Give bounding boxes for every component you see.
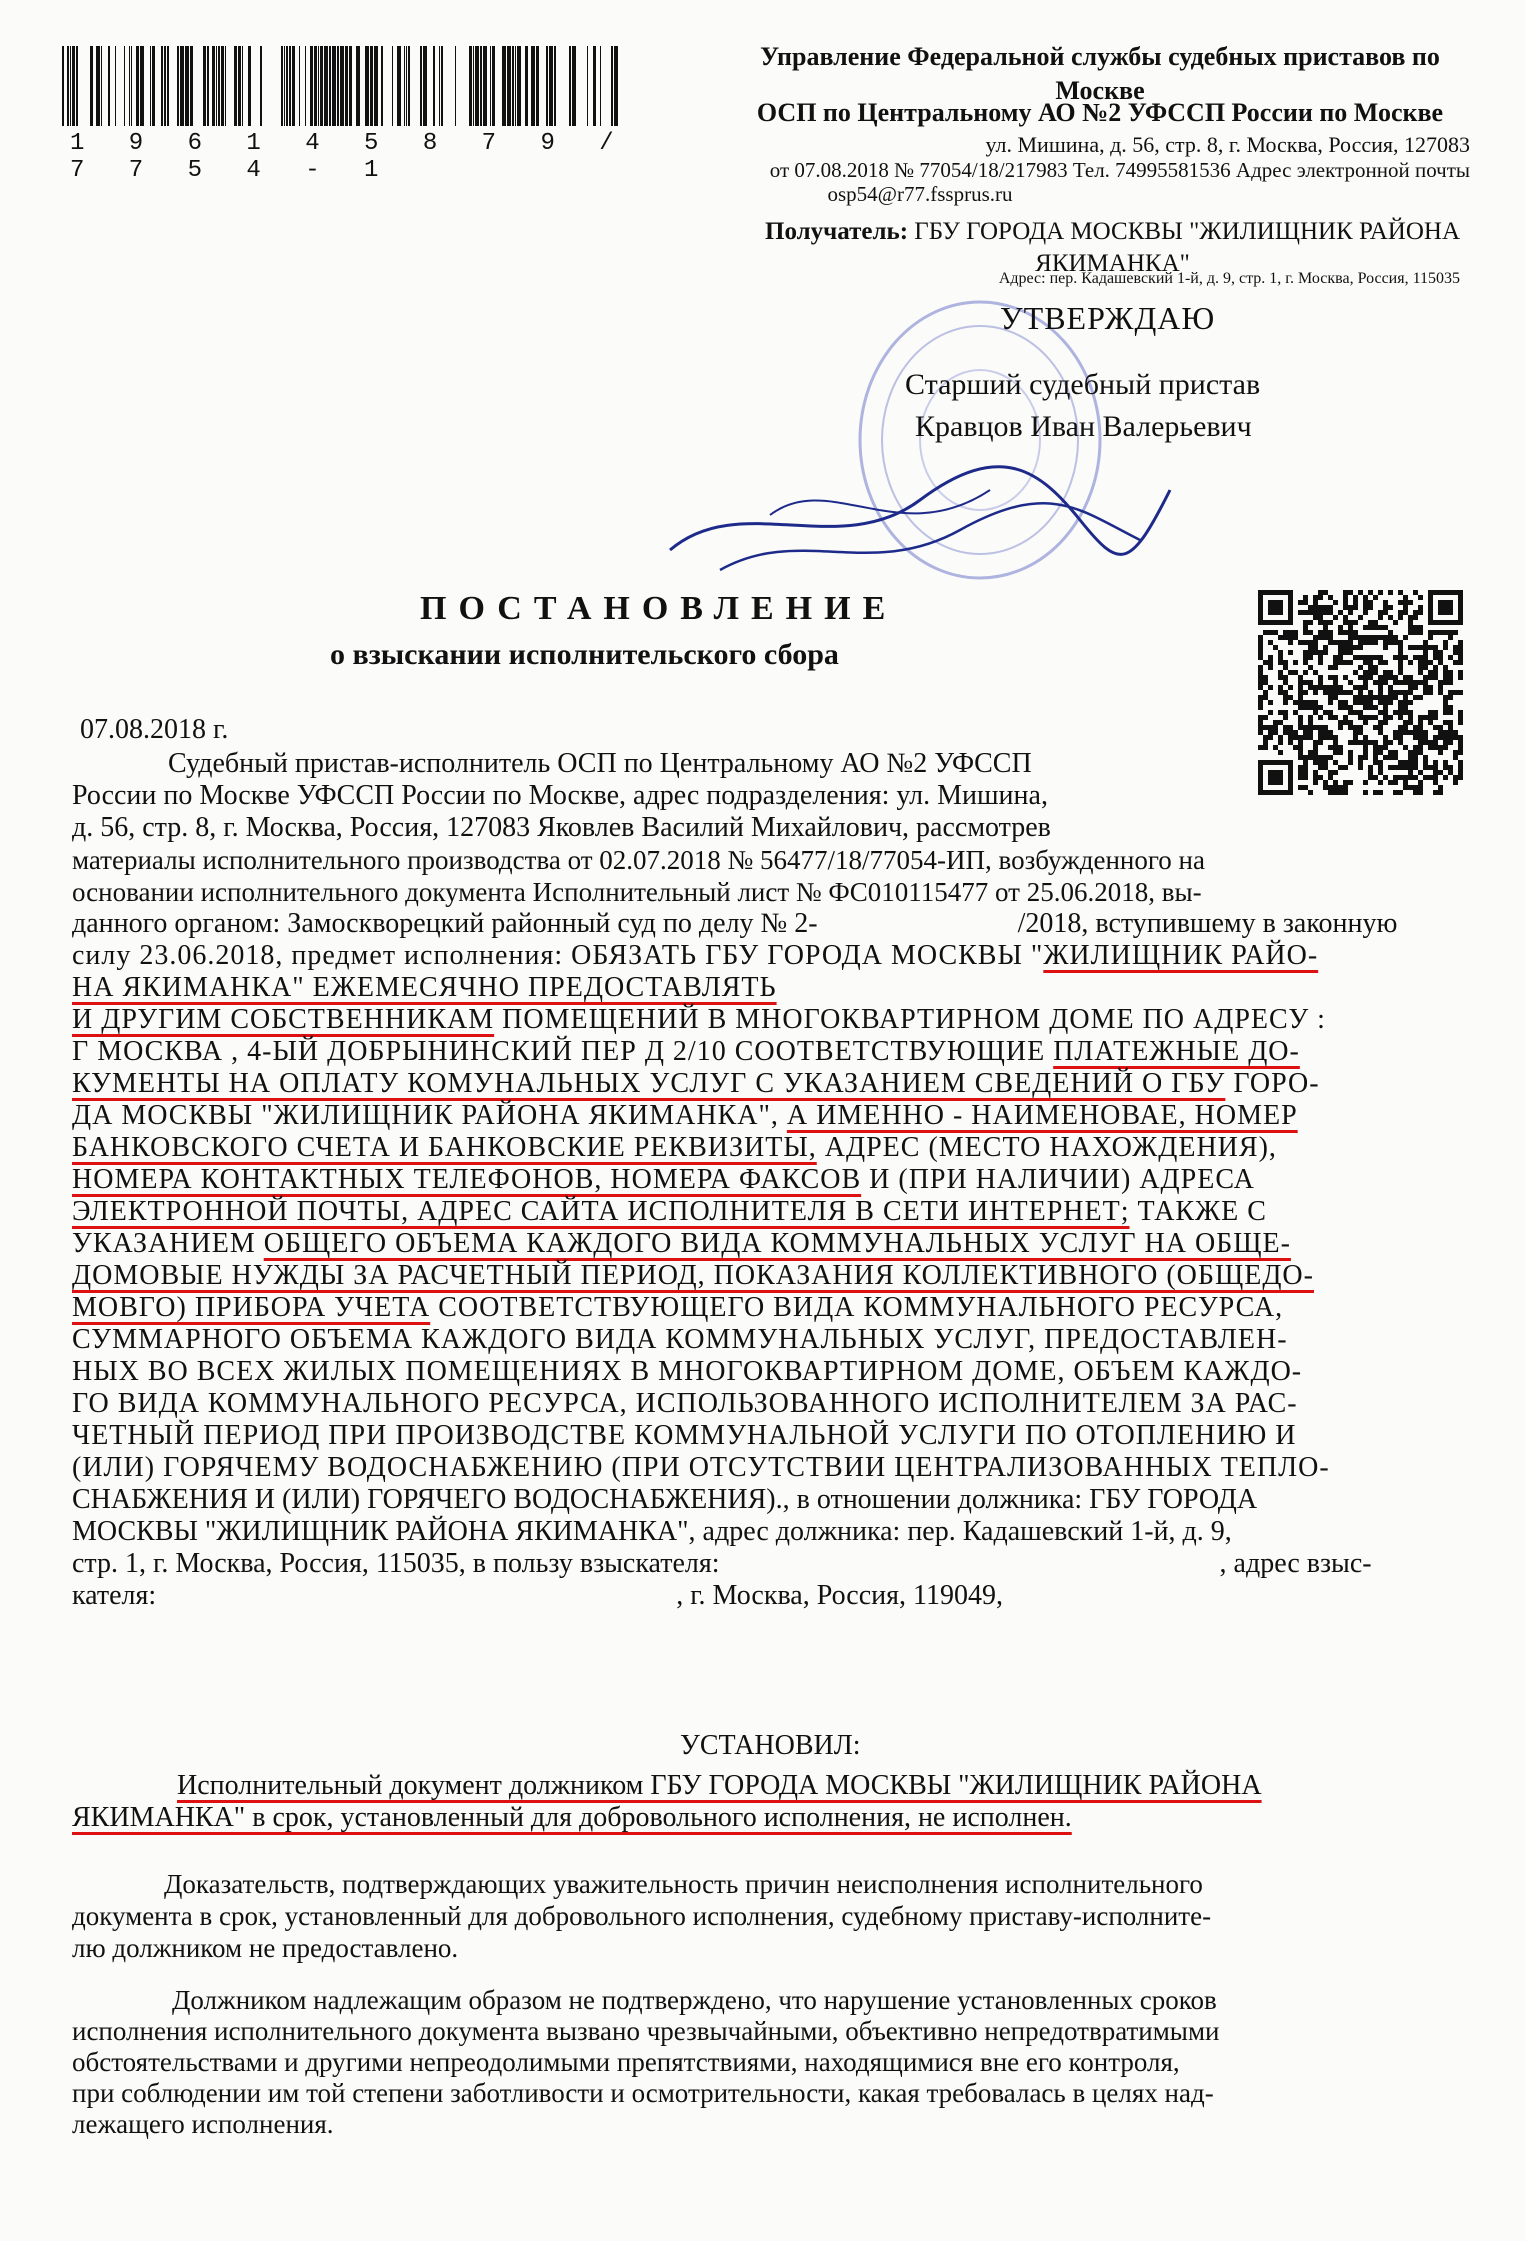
underlined-text: А ИМЕННО - НАИМЕНОВАЕ, НОМЕР [786,1100,1298,1131]
body-line [72,1100,1472,1132]
approval-name: Кравцов Иван Валерьевич [915,410,1252,443]
debtor-line: при соблюдении им той степени заботливости и осмотрительности, какая требовалась в целях над- [72,2078,1214,2108]
recipient-address: Адрес: пер. Кадашевский 1-й, д. 9, стр. 1, г. Москва, Россия, 115035 [998,270,1460,287]
body-line [72,1228,1472,1260]
body-line [72,940,1472,972]
body-line [72,972,1472,1004]
underlined-text: ПЛАТЕЖНЫЕ ДО- [1053,1036,1300,1067]
debtor-line: лежащего исполнения. [72,2109,334,2139]
body-line: (ИЛИ) ГОРЯЧЕМУ ВОДОСНАБЖЕНИЮ (ПРИ ОТСУТСТВИИ ЦЕНТРАЛИЗОВАННЫХ ТЕПЛО- [72,1452,1330,1483]
established-heading: УСТАНОВИЛ: [680,1730,861,1761]
body-line [72,1068,1472,1100]
body-line: ЧЕТНЫЙ ПЕРИОД ПРИ ПРОИЗВОДСТВЕ КОММУНАЛЬНОЙ УСЛУГИ ПО ОТОПЛЕНИЮ И [72,1420,1297,1451]
body-text: кателя: [72,1580,157,1611]
body-line: МОСКВЫ "ЖИЛИЩНИК РАЙОНА ЯКИМАНКА", адрес должника: пер. Кадашевский 1-й, д. 9, [72,1516,1232,1547]
body-text: , адрес взыс- [1219,1548,1372,1579]
recipient-name: ГБУ ГОРОДА МОСКВЫ "ЖИЛИЩНИК РАЙОНА ЯКИМАНКА" [914,218,1460,277]
body-line [72,1292,1472,1324]
body-text: Г МОСКВА , 4-ЫЙ ДОБРЫНИНСКИЙ ПЕР Д 2/10 СООТВЕТСТВУЮЩИЕ [72,1036,1054,1067]
evidence-line: лю должником не предоставлено. [72,1933,459,1963]
underlined-text: ЯКИМАНКА" в срок, установленный для добровольного исполнения, не исполнен. [72,1802,1072,1833]
evidence-line: Доказательств, подтверждающих уважительность причин неисполнения исполнительного [164,1869,1203,1899]
body-text: ТАКЖЕ С [1129,1196,1267,1227]
barcode [62,46,622,132]
evidence-line: документа в срок, установленный для добровольного исполнения, судебному приставу-исполните- [72,1901,1212,1931]
finding-line [72,1802,1472,1834]
approval-position: Старший судебный пристав [905,368,1261,401]
body-text: АДРЕС (МЕСТО НАХОЖДЕНИЯ), [816,1132,1277,1163]
body-text: стр. 1, г. Москва, Россия, 115035, в пользу взыскателя: [72,1548,720,1579]
body-text: /2018, вступившему в законную [1017,908,1398,939]
underlined-text: Исполнительный документ должником ГБУ ГОРОДА МОСКВЫ "ЖИЛИЩНИК РАЙОНА [177,1770,1262,1801]
body-text: ГОРО- [1225,1068,1320,1099]
body-paragraph [72,748,1472,1612]
underlined-text: НА ЯКИМАНКА" ЕЖЕМЕСЯЧНО ПРЕДОСТАВЛЯТЬ [72,972,777,1003]
body-line [72,1164,1472,1196]
body-line [72,1580,1472,1612]
document-subtitle: о взыскании исполнительского сбора [330,638,839,671]
underlined-text: И ДРУГИМ СОБСТВЕННИКАМ [72,1004,495,1035]
finding-paragraph [72,1770,1472,1834]
body-line: материалы исполнительного производства от 02.07.2018 № 56477/18/77054-ИП, возбужденного на [72,845,1205,875]
header-department: ОСП по Центральному АО №2 УФССП России по Москве [756,98,1444,127]
body-line [72,1548,1472,1580]
evidence-paragraph [72,1868,1472,1964]
debtor-line: исполнения исполнительного документа вызвано чрезвычайными, объективно непредотвратимыми [72,2016,1220,2046]
underlined-text: МОВГО) ПРИБОРА УЧЕТА [72,1292,431,1323]
document-title: ПОСТАНОВЛЕНИЕ [420,590,898,627]
body-text: ДА МОСКВЫ "ЖИЛИЩНИК РАЙОНА ЯКИМАНКА", [72,1100,787,1131]
header-address: ул. Мишина, д. 56, стр. 8, г. Москва, Россия, 127083 [985,132,1470,157]
body-text: данного органом: Замоскворецкий районный суд по делу № 2- [72,908,818,939]
underlined-text: КУМЕНТЫ НА ОПЛАТУ КОМУНАЛЬНЫХ УСЛУГ С УКАЗАНИЕМ СВЕДЕНИЙ О ГБУ [72,1068,1226,1099]
debtor-paragraph [72,1985,1472,2140]
header-agency: Управление Федеральной службы судебных приставов по Москве [760,42,1440,105]
body-text: силу 23.06.2018, предмет исполнения: ОБЯЗАТЬ ГБУ ГОРОДА МОСКВЫ " [72,940,1044,971]
body-line [72,1260,1472,1292]
body-line [72,1196,1472,1228]
underlined-text: НОМЕРА КОНТАКТНЫХ ТЕЛЕФОНОВ, НОМЕРА ФАКСОВ [72,1164,862,1195]
debtor-line: Должником надлежащим образом не подтверждено, что нарушение установленных сроков [172,1985,1217,2015]
underlined-text: ЖИЛИЩНИК РАЙО- [1043,940,1319,971]
body-line: СНАБЖЕНИЯ И (ИЛИ) ГОРЯЧЕГО ВОДОСНАБЖЕНИЯ)., в отношении должника: ГБУ ГОРОДА [72,1484,1258,1515]
body-text: , г. Москва, Россия, 119049, [676,1580,1003,1611]
body-line: СУММАРНОГО ОБЪЕМА КАЖДОГО ВИДА КОММУНАЛЬНЫХ УСЛУГ, ПРЕДОСТАВЛЕН- [72,1324,1288,1355]
body-line [72,908,1472,940]
body-line [72,1132,1472,1164]
body-line: НЫХ ВО ВСЕХ ЖИЛЫХ ПОМЕЩЕНИЯХ В МНОГОКВАРТИРНОМ ДОМЕ, ОБЪЕМ КАЖДО- [72,1356,1303,1387]
signature [660,430,1180,600]
underlined-text: ДОМОВЫЕ НУЖДЫ ЗА РАСЧЕТНЫЙ ПЕРИОД, ПОКАЗАНИЯ КОЛЛЕКТИВНОГО (ОБЩЕДО- [72,1260,1314,1291]
body-line [72,1004,1472,1036]
body-line: д. 56, стр. 8, г. Москва, Россия, 127083 Яковлев Василий Михайлович, рассмотрев [72,812,1051,843]
body-line: России по Москве УФССП России по Москве, адрес подразделения: ул. Мишина, [72,780,1048,811]
underlined-text: БАНКОВСКОГО СЧЕТА И БАНКОВСКИЕ РЕКВИЗИТЫ, [72,1132,817,1163]
body-line: Судебный пристав-исполнитель ОСП по Центральному АО №2 УФССП [168,748,1032,779]
finding-line [72,1770,1472,1802]
body-text: И (ПРИ НАЛИЧИИ) АДРЕСА [861,1164,1255,1195]
document-date: 07.08.2018 г. [80,714,229,745]
debtor-line: обстоятельствами и другими непреодолимыми препятствиями, находящимися вне его контроля, [72,2047,1180,2077]
barcode-number: 1 9 6 1 4 5 8 7 9 / 7 7 5 4 - 1 [70,130,629,184]
approval-word: УТВЕРЖДАЮ [1000,300,1216,336]
underlined-text: ОБЩЕГО ОБЪЕМА КАЖДОГО ВИДА КОММУНАЛЬНЫХ УСЛУГ НА ОБЩЕ- [263,1228,1291,1259]
body-text: ПОМЕЩЕНИЙ В МНОГОКВАРТИРНОМ ДОМЕ ПО АДРЕСУ : [494,1004,1326,1035]
body-line: основании исполнительного документа Исполнительный лист № ФС010115477 от 25.06.2018, вы- [72,877,1202,907]
header-ref-phone: от 07.08.2018 № 77054/18/217983 Тел. 74995581536 Адрес электронной почты [769,158,1470,182]
body-text: УКАЗАНИЕМ [72,1228,264,1259]
header-email: osp54@r77.fssprus.ru [827,182,1013,206]
underlined-text: ЭЛЕКТРОННОЙ ПОЧТЫ, АДРЕС САЙТА ИСПОЛНИТЕЛЯ В СЕТИ ИНТЕРНЕТ; [72,1196,1130,1227]
body-text: СООТВЕТСТВУЮЩЕГО ВИДА КОММУНАЛЬНОГО РЕСУРСА, [430,1292,1284,1323]
body-line [72,1036,1472,1068]
recipient-label: Получатель: [765,218,909,245]
body-line: ГО ВИДА КОММУНАЛЬНОГО РЕСУРСА, ИСПОЛЬЗОВАННОГО ИСПОЛНИТЕЛЕМ ЗА РАС- [72,1388,1298,1419]
